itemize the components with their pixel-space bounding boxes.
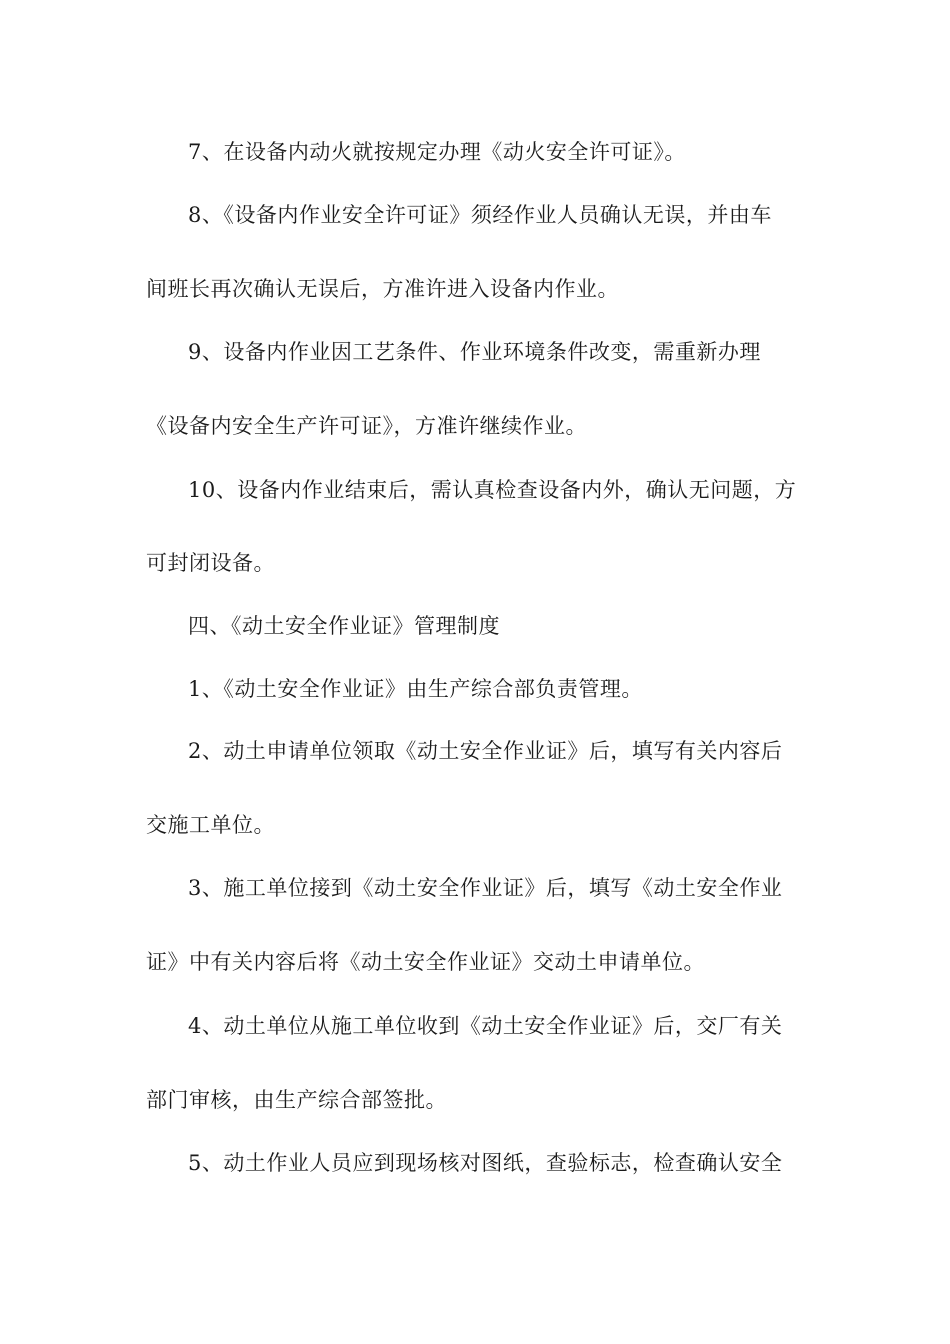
paragraph-9-line-2: 《设备内安全生产许可证》，方准许继续作业。 bbox=[146, 414, 587, 438]
paragraph-7-line-1: 7、在设备内动火就按规定办理《动火安全许可证》。 bbox=[188, 140, 686, 164]
item-2-line-1: 2、动土申请单位领取《动土安全作业证》后，填写有关内容后 bbox=[188, 739, 783, 763]
item-3-line-1: 3、施工单位接到《动土安全作业证》后，填写《动土安全作业 bbox=[188, 876, 783, 900]
item-4-line-1: 4、动土单位从施工单位收到《动土安全作业证》后，交厂有关 bbox=[188, 1014, 783, 1038]
paragraph-8-line-2: 间班长再次确认无误后，方准许进入设备内作业。 bbox=[146, 277, 619, 301]
item-5-line-1: 5、动土作业人员应到现场核对图纸，查验标志，检查确认安全 bbox=[188, 1151, 783, 1175]
section-heading-4: 四、《动土安全作业证》管理制度 bbox=[188, 614, 500, 638]
paragraph-9-line-1: 9、设备内作业因工艺条件、作业环境条件改变，需重新办理 bbox=[188, 340, 761, 364]
item-4-line-2: 部门审核，由生产综合部签批。 bbox=[146, 1088, 447, 1112]
item-3-line-2: 证》中有关内容后将《动土安全作业证》交动土申请单位。 bbox=[146, 950, 705, 974]
item-2-line-2: 交施工单位。 bbox=[146, 813, 275, 837]
paragraph-10-line-2: 可封闭设备。 bbox=[146, 551, 275, 575]
item-1-line-1: 1、《动土安全作业证》由生产综合部负责管理。 bbox=[188, 677, 643, 701]
paragraph-10-line-1: 10、设备内作业结束后，需认真检查设备内外，确认无问题，方 bbox=[188, 478, 797, 502]
paragraph-8-line-1: 8、《设备内作业安全许可证》须经作业人员确认无误，并由车 bbox=[188, 203, 772, 227]
